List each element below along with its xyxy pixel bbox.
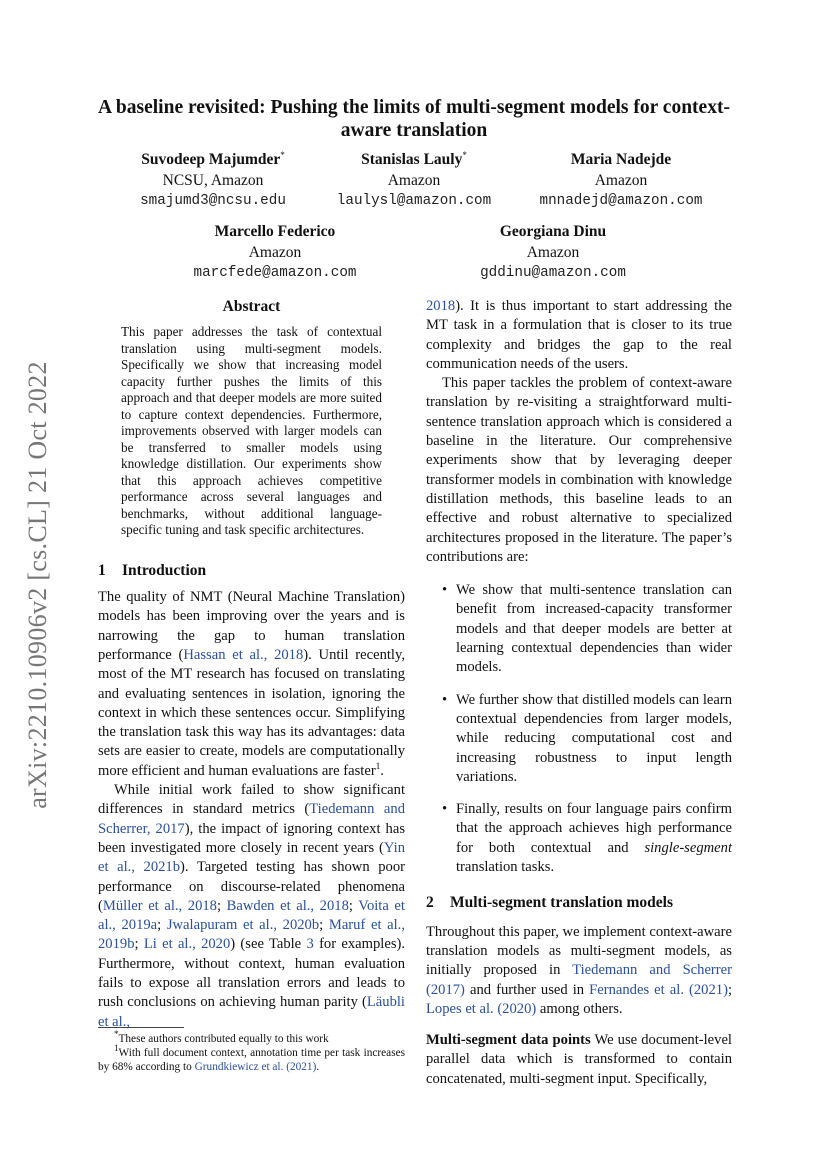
author-name: Stanislas Lauly bbox=[361, 151, 463, 168]
footnote-star: *These authors contributed equally to this work bbox=[114, 1029, 329, 1045]
author-name: Marcello Federico bbox=[214, 223, 336, 240]
citation-link[interactable]: Jwalapuram et al., 2020b bbox=[166, 917, 320, 934]
section-heading-introduction: 1 Introduction bbox=[98, 561, 207, 579]
section-heading-multi-segment: 2 Multi-segment translation models bbox=[426, 894, 674, 912]
section2-paragraph-1: Throughout this paper, we implement context-aware translation models as multi-segment models, as initially proposed in Tiedemann and Scherrer (2017) and further used in Fernandes et al. (2021); Lopes et al. (2020) among others. bbox=[426, 923, 733, 1017]
author-block-2 bbox=[318, 149, 510, 212]
author-affiliation: Amazon bbox=[248, 244, 302, 261]
citation-link[interactable]: Grundkiewicz et al. (2021) bbox=[194, 1061, 317, 1073]
author-block-1 bbox=[118, 149, 308, 212]
citation-link[interactable]: Bawden et al., 2018 bbox=[226, 897, 349, 914]
intro-paragraph-3: This paper tackles the problem of context-aware translation by re-visiting a straightforward multi-sentence translation approach which is considered a baseline in the literature. Our comprehensive experiments show that by leveraging deeper transformer models in combination with knowledge distillation methods, this baseline leads to an effective and robust alternative to specialized architectures proposed in the literature. The paper’s contributions are: bbox=[426, 375, 732, 565]
equal-contribution-mark: * bbox=[462, 149, 467, 160]
citation-link[interactable]: Fernandes et al. (2021) bbox=[589, 981, 728, 998]
author-name: Maria Nadejde bbox=[570, 151, 672, 168]
author-email[interactable]: mnnadejd@amazon.com bbox=[539, 193, 703, 209]
abstract-heading: Abstract bbox=[222, 298, 281, 315]
citation-link[interactable]: Maruf et al., 2019b bbox=[98, 917, 405, 953]
bullet-icon: • bbox=[442, 691, 448, 708]
paper-title: A baseline revisited: Pushing the limits of multi-segment models for context-aware translation bbox=[98, 97, 730, 141]
left-column bbox=[98, 297, 405, 1032]
arxiv-identifier: arXiv:2210.10906v2 [cs.CL] 21 Oct 2022 bbox=[23, 361, 52, 809]
citation-link[interactable]: Voita et al., 2019a bbox=[98, 897, 405, 934]
citation-link[interactable]: Lopes et al. (2020) bbox=[426, 1000, 537, 1017]
citation-link[interactable]: Li et al., 2020 bbox=[143, 936, 231, 953]
citation-link[interactable]: Yin et al., 2021b bbox=[98, 839, 405, 876]
intro-paragraph-2: While initial work failed to show significant differences in standard metrics (Tiedemann and Scherrer, 2017), the impact of ignoring context has been investigated more closely in recent years (Yin et al., 2021b). Targeted testing has shown poor performance on discourse-related phenomena (Müller et al., 2018; Bawden et al., 2018; Voita et al., 2019a; Jwalapuram et al., 2020b; Maruf et al., 2019b; Li et al., 2020) (see Table 3 for examples). Furthermore, without context, human evaluation fails to expose all translation errors and leads to rush conclusions on achieving human parity (Läubli et al., bbox=[98, 782, 406, 1030]
footnotes bbox=[98, 1027, 405, 1074]
citation-link[interactable]: (2017) bbox=[426, 981, 465, 998]
contribution-bullet-1: • We show that multi-sentence translation can benefit from increased-capacity transformer models and that deeper models are better at learning contextual dependencies than wider models. bbox=[442, 582, 732, 676]
bullet-icon: • bbox=[442, 801, 448, 818]
footnote-rule bbox=[98, 1027, 184, 1028]
author-affiliation: Amazon bbox=[387, 172, 441, 189]
footnote-marker[interactable]: 1 bbox=[375, 760, 381, 771]
intro-paragraph-continued: 2018). It is thus important to start addressing the MT task in a formulation that is closer to its true complexity and bridges the gap to the real communication needs of the users. bbox=[426, 298, 732, 372]
author-affiliation: NCSU, Amazon bbox=[162, 172, 264, 189]
table-reference-link[interactable]: 3 bbox=[306, 936, 314, 953]
contribution-bullet-3: • Finally, results on four language pairs confirm that the approach achieves high performance for both contextual and single-segment translation tasks. bbox=[442, 801, 732, 876]
author-block-4 bbox=[175, 221, 375, 284]
right-column bbox=[426, 297, 732, 1089]
author-block-3 bbox=[522, 149, 720, 212]
abstract-text: This paper addresses the task of contextual translation using multi-segment models. Specifically we show that increasing model capacity further pushes the limits of this approach and that deeper models are more suited to capture context dependencies. Furthermore, improvements observed with larger models can be transferred to smaller models using knowledge distillation. Our experiments show that this approach achieves competitive performance across several languages and benchmarks, without additional language-specific tuning and task specific architectures. bbox=[121, 324, 382, 538]
citation-link[interactable]: Tiedemann and Scherrer bbox=[572, 962, 732, 979]
author-email[interactable]: smajumd3@ncsu.edu bbox=[140, 193, 286, 209]
author-name: Suvodeep Majumder bbox=[141, 151, 281, 168]
equal-contribution-mark: * bbox=[280, 149, 285, 160]
author-name: Georgiana Dinu bbox=[499, 223, 607, 240]
section2-paragraph-2: Multi-segment data points We use document-level parallel data which is transformed to contain concatenated, multi-segment input. Specifically, bbox=[426, 1032, 732, 1087]
author-email[interactable]: gddinu@amazon.com bbox=[480, 265, 626, 281]
citation-link[interactable]: Tiedemann and Scherrer, 2017 bbox=[98, 801, 405, 837]
footnote-1: $^1$With full document context, annotation time per task increases by 68% according to Grundkiewicz et al. (2021). bbox=[98, 1043, 405, 1073]
author-email[interactable]: marcfede@amazon.com bbox=[193, 265, 357, 281]
author-block-5 bbox=[455, 221, 651, 284]
citation-link[interactable]: Müller et al., 2018 bbox=[102, 897, 217, 914]
author-affiliation: Amazon bbox=[526, 244, 580, 261]
author-email[interactable]: laulysl@amazon.com bbox=[336, 193, 492, 209]
contribution-bullet-2: • We further show that distilled models can learn contextual dependencies from larger models, while reducing computational cost and increasing robustness to input length variations. bbox=[442, 691, 732, 785]
citation-link[interactable]: Läubli et al., bbox=[98, 994, 405, 1030]
author-affiliation: Amazon bbox=[594, 172, 648, 189]
citation-link[interactable]: 2018 bbox=[426, 298, 456, 314]
citation-link[interactable]: Hassan et al., 2018 bbox=[183, 646, 304, 663]
arxiv-sidebar bbox=[18, 290, 58, 880]
paragraph-heading: Multi-segment data points bbox=[426, 1032, 591, 1049]
bullet-icon: • bbox=[442, 582, 448, 599]
intro-paragraph-1: The quality of NMT (Neural Machine Translation) models has been improving over the years and is narrowing the gap to human translation performance (Hassan et al., 2018). Until recently, most of the MT research has focused on translating and evaluating sentences in isolation, ignoring the context in which these sentences occur. Simplifying the translation task this way has its advantages: data sets are easier to create, models are computationally more efficient and human evaluations are faster$^1$. bbox=[98, 589, 405, 779]
